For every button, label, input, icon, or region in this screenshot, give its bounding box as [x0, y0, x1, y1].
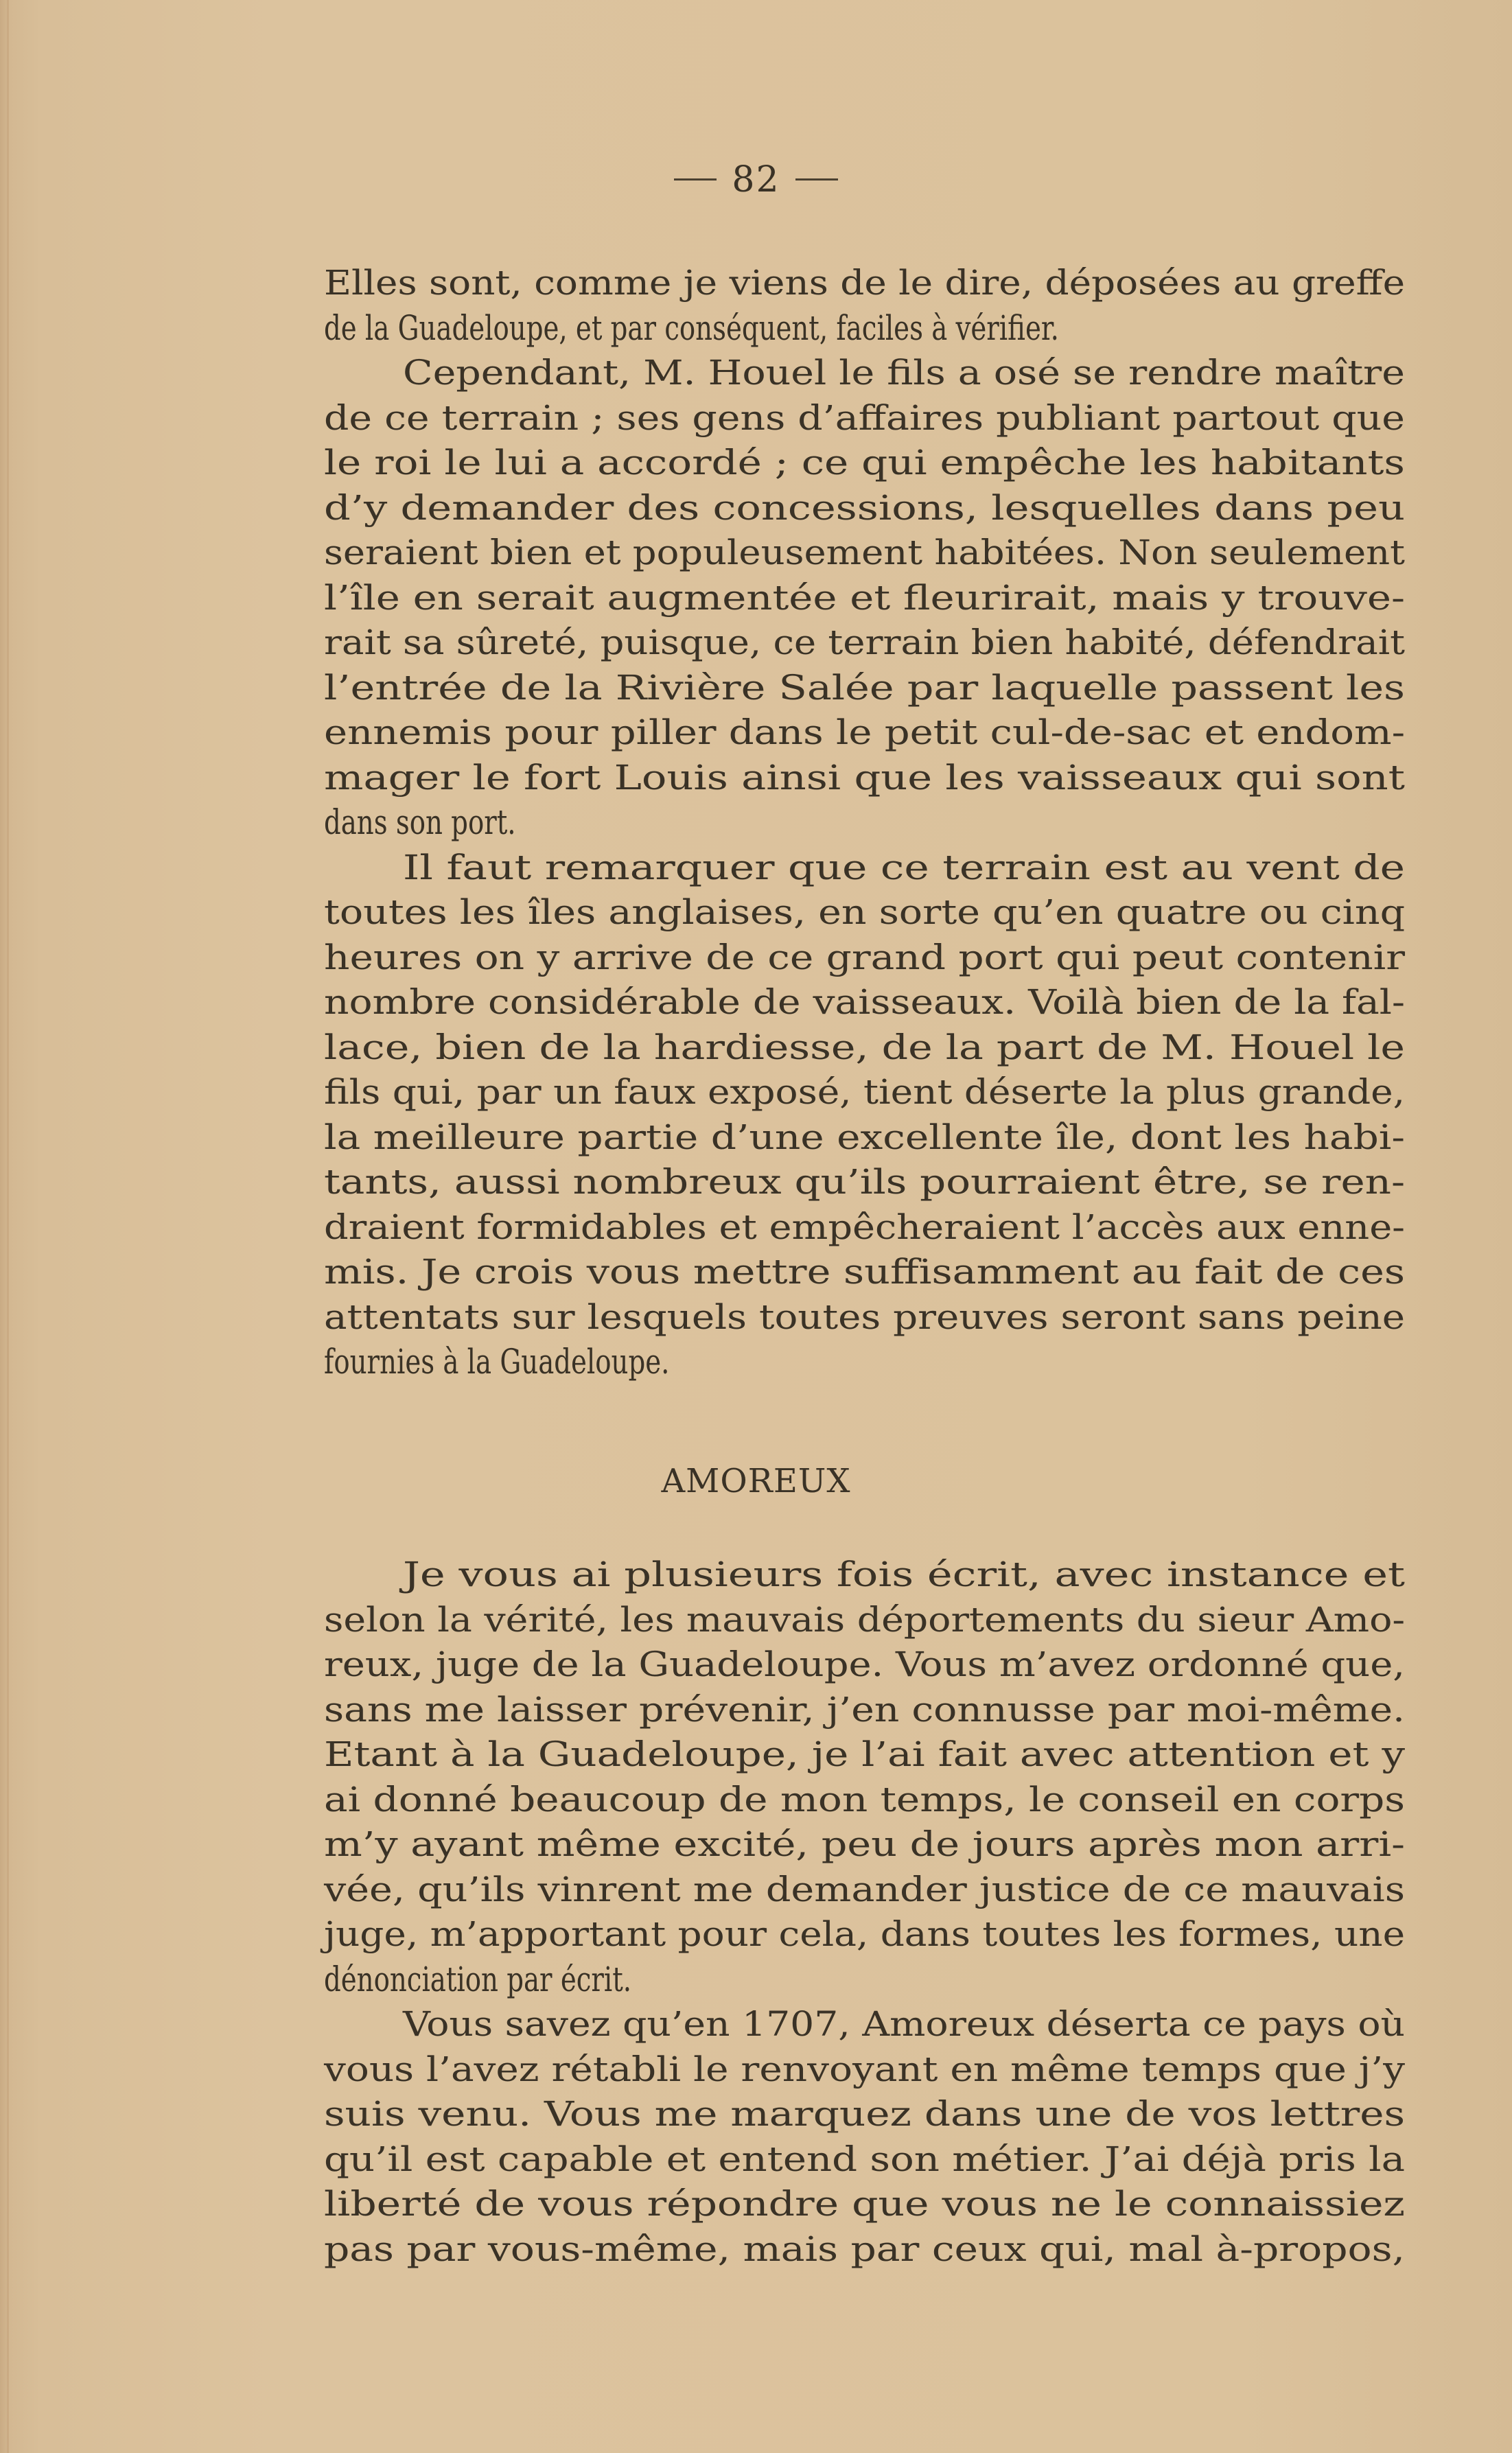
text-line [324, 2137, 1405, 2183]
text-line [324, 306, 1405, 351]
text-line-content: reux, juge de la Guadeloupe. Vous m’avez ordonné que, [324, 1644, 1406, 1684]
text-line-content: de la Guadeloupe, et par conséquent, faciles à vérifier. [324, 307, 1059, 348]
text-line [324, 1732, 1405, 1778]
text-line [324, 2002, 1405, 2047]
page-number-value: 82 [732, 159, 780, 200]
body-text-section-1 [324, 261, 1405, 1385]
page-edge [7, 0, 9, 2453]
text-line [324, 1025, 1405, 1071]
text-line-content: qu’il est capable et entend son métier. J’ai déjà pris la [324, 2139, 1405, 2179]
text-line-content: selon la vérité, les mauvais déportements du sieur Amo- [324, 1599, 1406, 1640]
text-line-content: juge, m’apportant pour cela, dans toutes les formes, une [324, 1914, 1406, 1954]
text-line-content: le roi le lui a accordé ; ce qui empêche les habitants [324, 443, 1405, 483]
text-line [324, 800, 1405, 846]
text-line [324, 2182, 1405, 2227]
body-text-section-2 [324, 1553, 1405, 2272]
text-line-content: sans me laisser prévenir, j’en connusse par moi-même. [324, 1689, 1406, 1730]
text-line-content: rait sa sûreté, puisque, ce terrain bien habité, défendrait [324, 623, 1405, 662]
text-line-content: tants, aussi nombreux qu’ils pourraient être, se ren- [324, 1162, 1406, 1202]
text-line-content: fils qui, par un faux exposé, tient déserte la plus grande, [324, 1072, 1406, 1112]
text-line-content: Etant à la Guadeloupe, je l’ai fait avec attention et y [324, 1734, 1405, 1774]
text-line [324, 1688, 1405, 1733]
text-line-content: Cependant, M. Houel le fils a osé se rendre maître [403, 353, 1405, 393]
text-line-content: draient formidables et empêcheraient l’accès aux enne- [324, 1207, 1405, 1247]
text-line [324, 1250, 1405, 1295]
text-line-content: seraient bien et populeusement habitées. Non seulement [324, 533, 1406, 572]
text-line-content: de ce terrain ; ses gens d’affaires publiant partout que [324, 397, 1405, 438]
section-heading: AMOREUX [661, 1462, 851, 1500]
text-line [324, 1778, 1405, 1823]
text-line-content: vée, qu’ils vinrent me demander justice de ce mauvais [324, 1869, 1406, 1909]
text-line [324, 486, 1405, 531]
text-line-content: fournies à la Guadeloupe. [324, 1342, 670, 1382]
text-line-content: d’y demander des concessions, lesquelles dans peu [324, 487, 1406, 528]
text-line-content: ai donné beaucoup de mon temps, le conseil en corps [324, 1779, 1406, 1820]
page-number [0, 159, 1512, 200]
text-line [324, 576, 1405, 621]
text-line-content: ennemis pour piller dans le petit cul-de-sac et endom- [324, 712, 1406, 752]
text-line-content: heures on y arrive de ce grand port qui peut contenir [324, 937, 1406, 977]
text-line [324, 2227, 1405, 2272]
text-line-content: mager le fort Louis ainsi que les vaisseaux qui sont [324, 757, 1406, 798]
text-line [324, 1822, 1405, 1868]
text-line [324, 1295, 1405, 1340]
text-line-content: vous l’avez rétabli le renvoyant en même temps que j’y [324, 2049, 1406, 2089]
text-line [324, 1160, 1405, 1205]
text-line [324, 1868, 1405, 1913]
text-line-content: Elles sont, comme je viens de le dire, déposées au greffe [324, 263, 1406, 303]
text-line-content: Vous savez qu’en 1707, Amoreux déserta ce pays où [403, 2004, 1406, 2044]
text-line-content: suis venu. Vous me marquez dans une de vos lettres [324, 2094, 1406, 2134]
text-line [324, 710, 1405, 756]
text-line [324, 620, 1405, 666]
page-number-dash-right [795, 178, 838, 181]
text-line [324, 531, 1405, 576]
text-line-content: nombre considérable de vaisseaux. Voilà bien de la fal- [324, 982, 1405, 1022]
text-line [324, 441, 1405, 486]
text-line [324, 2047, 1405, 2093]
text-line [324, 1912, 1405, 1957]
text-line [324, 980, 1405, 1025]
text-line-content: l’île en serait augmentée et fleurirait, mais y trouve- [324, 577, 1406, 618]
text-line-content: l’entrée de la Rivière Salée par laquelle passent les [324, 667, 1406, 708]
text-line [324, 666, 1405, 711]
text-line-content: pas par vous-même, mais par ceux qui, mal à-propos, [324, 2229, 1406, 2269]
text-line-content: Je vous ai plusieurs fois écrit, avec instance et [403, 1555, 1405, 1594]
text-line-content: Il faut remarquer que ce terrain est au vent de [403, 847, 1406, 887]
text-line-content: dénonciation par écrit. [324, 1959, 632, 1999]
text-line [324, 2092, 1405, 2137]
text-line [324, 1957, 1405, 2003]
text-line-content: la meilleure partie d’une excellente île, dont les habi- [324, 1117, 1405, 1157]
text-line [324, 261, 1405, 306]
text-line [324, 1553, 1405, 1598]
text-line [324, 1340, 1405, 1385]
text-line-content: dans son port. [324, 802, 516, 842]
text-line-content: attentats sur lesquels toutes preuves seront sans peine [324, 1297, 1406, 1337]
page-number-dash-left [674, 178, 717, 181]
text-line-content: m’y ayant même excité, peu de jours après mon arri- [324, 1824, 1406, 1864]
text-line-content: lace, bien de la hardiesse, de la part de M. Houel le [324, 1027, 1405, 1067]
text-line [324, 396, 1405, 441]
text-line [324, 1115, 1405, 1161]
text-line [324, 351, 1405, 396]
text-line-content: toutes les îles anglaises, en sorte qu’en quatre ou cinq [324, 892, 1406, 932]
text-line [324, 890, 1405, 935]
text-line [324, 756, 1405, 801]
text-line [324, 935, 1405, 981]
text-line [324, 846, 1405, 891]
text-line [324, 1598, 1405, 1643]
text-line-content: liberté de vous répondre que vous ne le connaissiez [324, 2184, 1405, 2224]
text-line [324, 1205, 1405, 1251]
text-line [324, 1070, 1405, 1115]
text-line [324, 1642, 1405, 1688]
text-line-content: mis. Je crois vous mettre suffisamment au fait de ces [324, 1252, 1405, 1292]
